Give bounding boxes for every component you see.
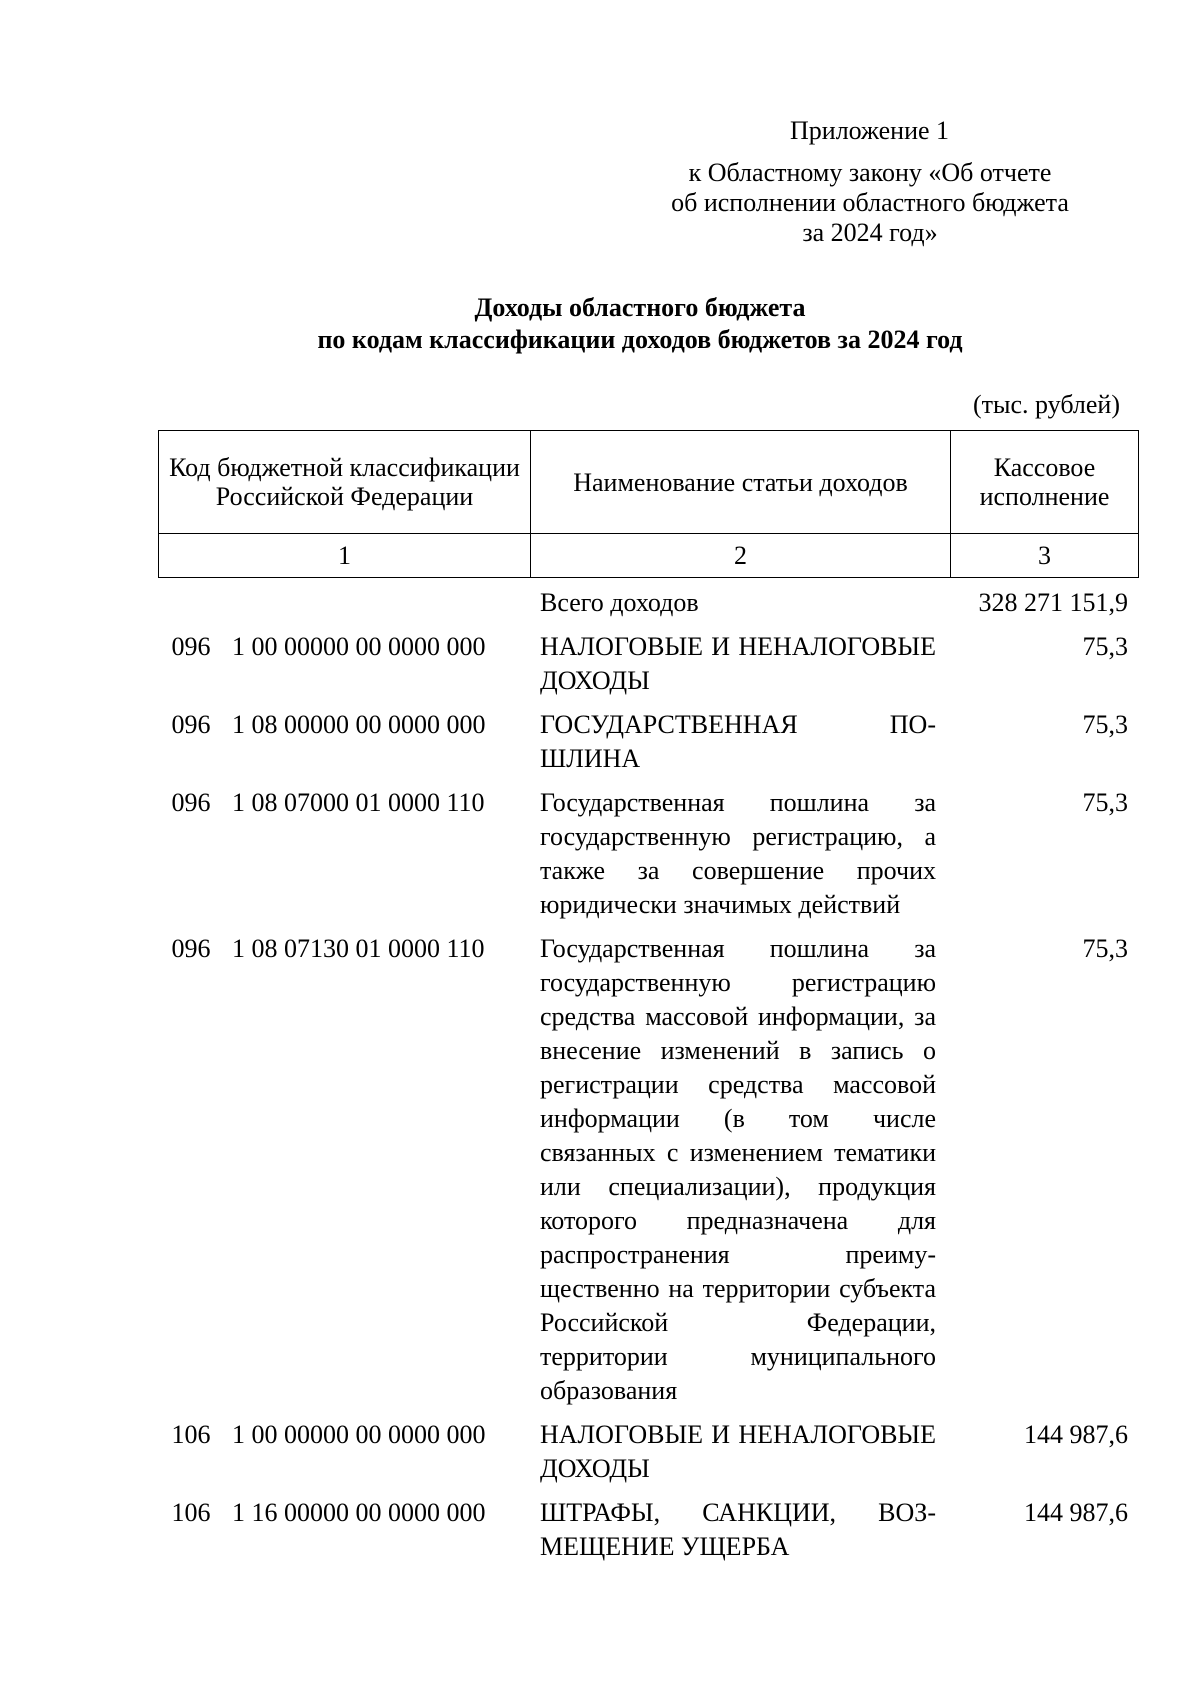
- unit-label: (тыс. рублей): [972, 390, 1120, 419]
- table-row: [158, 786, 1138, 922]
- column-number: 1: [159, 534, 531, 578]
- classification-code: 1 08 07000 01 0000 110: [232, 788, 485, 817]
- admin-code: 096: [171, 632, 211, 661]
- amount: 144 987,6: [1024, 1498, 1128, 1527]
- table-header: [158, 430, 1139, 578]
- column-number-row: [159, 534, 1139, 578]
- income-name: НАЛОГОВЫЕ И НЕНАЛОГОВЫЕ ДОХОДЫ: [540, 632, 936, 695]
- law-reference-line: об исполнении областного бюджета: [671, 188, 1069, 217]
- header-amount: Кассовое исполнение: [951, 431, 1139, 534]
- income-name: НАЛОГОВЫЕ И НЕНАЛОГОВЫЕ ДОХОДЫ: [540, 1420, 936, 1483]
- admin-code: 106: [171, 1420, 211, 1449]
- classification-code: 1 16 00000 00 0000 000: [232, 1498, 486, 1527]
- admin-code: 096: [171, 710, 211, 739]
- table-row: [158, 708, 1138, 776]
- amount: 75,3: [1082, 788, 1128, 817]
- classification-code: 1 00 00000 00 0000 000: [232, 1420, 486, 1449]
- document-title: [160, 292, 1120, 356]
- income-name: ШТРАФЫ, САНКЦИИ, ВОЗМЕЩЕНИЕ УЩЕРБА: [540, 1498, 936, 1561]
- table-row: [158, 1496, 1138, 1564]
- income-name: ГОСУДАРСТВЕННАЯ ПОШЛИНА: [540, 710, 936, 773]
- law-reference-line: за 2024 год»: [802, 218, 938, 247]
- column-number: 2: [531, 534, 951, 578]
- admin-code: 106: [171, 1498, 211, 1527]
- table-row: [158, 630, 1138, 698]
- document-title-line: Доходы областного бюджета: [474, 293, 806, 322]
- header-name: Наименование статьи доходов: [531, 431, 951, 534]
- header-row: [159, 431, 1139, 534]
- income-name: Государственная пошлина за государственную регистрацию, а также за совершение прочих юридически значимых действий: [540, 788, 936, 919]
- law-reference-line: к Областному закону «Об отчете: [688, 158, 1052, 187]
- classification-code: 1 00 00000 00 0000 000: [232, 632, 486, 661]
- classification-code: 1 08 00000 00 0000 000: [232, 710, 486, 739]
- amount: 75,3: [1082, 710, 1128, 739]
- appendix-title: Приложение 1: [790, 116, 950, 145]
- classification-code: 1 08 07130 01 0000 110: [232, 934, 485, 963]
- table-row: [158, 586, 1138, 620]
- admin-code: 096: [171, 934, 211, 963]
- header-code: Код бюджетной классификации Российской Федерации: [159, 431, 531, 534]
- document-title-line: по кодам классификации доходов бюджетов за 2024 год: [317, 325, 963, 354]
- law-reference: [640, 158, 1100, 248]
- admin-code: 096: [171, 788, 211, 817]
- income-name: Всего доходов: [540, 588, 699, 617]
- amount: 75,3: [1082, 934, 1128, 963]
- amount: 144 987,6: [1024, 1420, 1128, 1449]
- amount: 328 271 151,9: [978, 588, 1128, 617]
- table-body: [158, 586, 1138, 1574]
- column-number: 3: [951, 534, 1139, 578]
- income-name: Государственная пошлина за государственную регистрацию средства массовой информации, за внесение изменений в запись о регистрации средства массовой информации (в том числе связанных с изменением тематики или специализации), продукция которого предназначена для распространения преимущественно на территории субъекта Российской Федерации, территории муниципального образования: [540, 934, 936, 1405]
- amount: 75,3: [1082, 632, 1128, 661]
- table-row: [158, 1418, 1138, 1486]
- table-row: [158, 932, 1138, 1408]
